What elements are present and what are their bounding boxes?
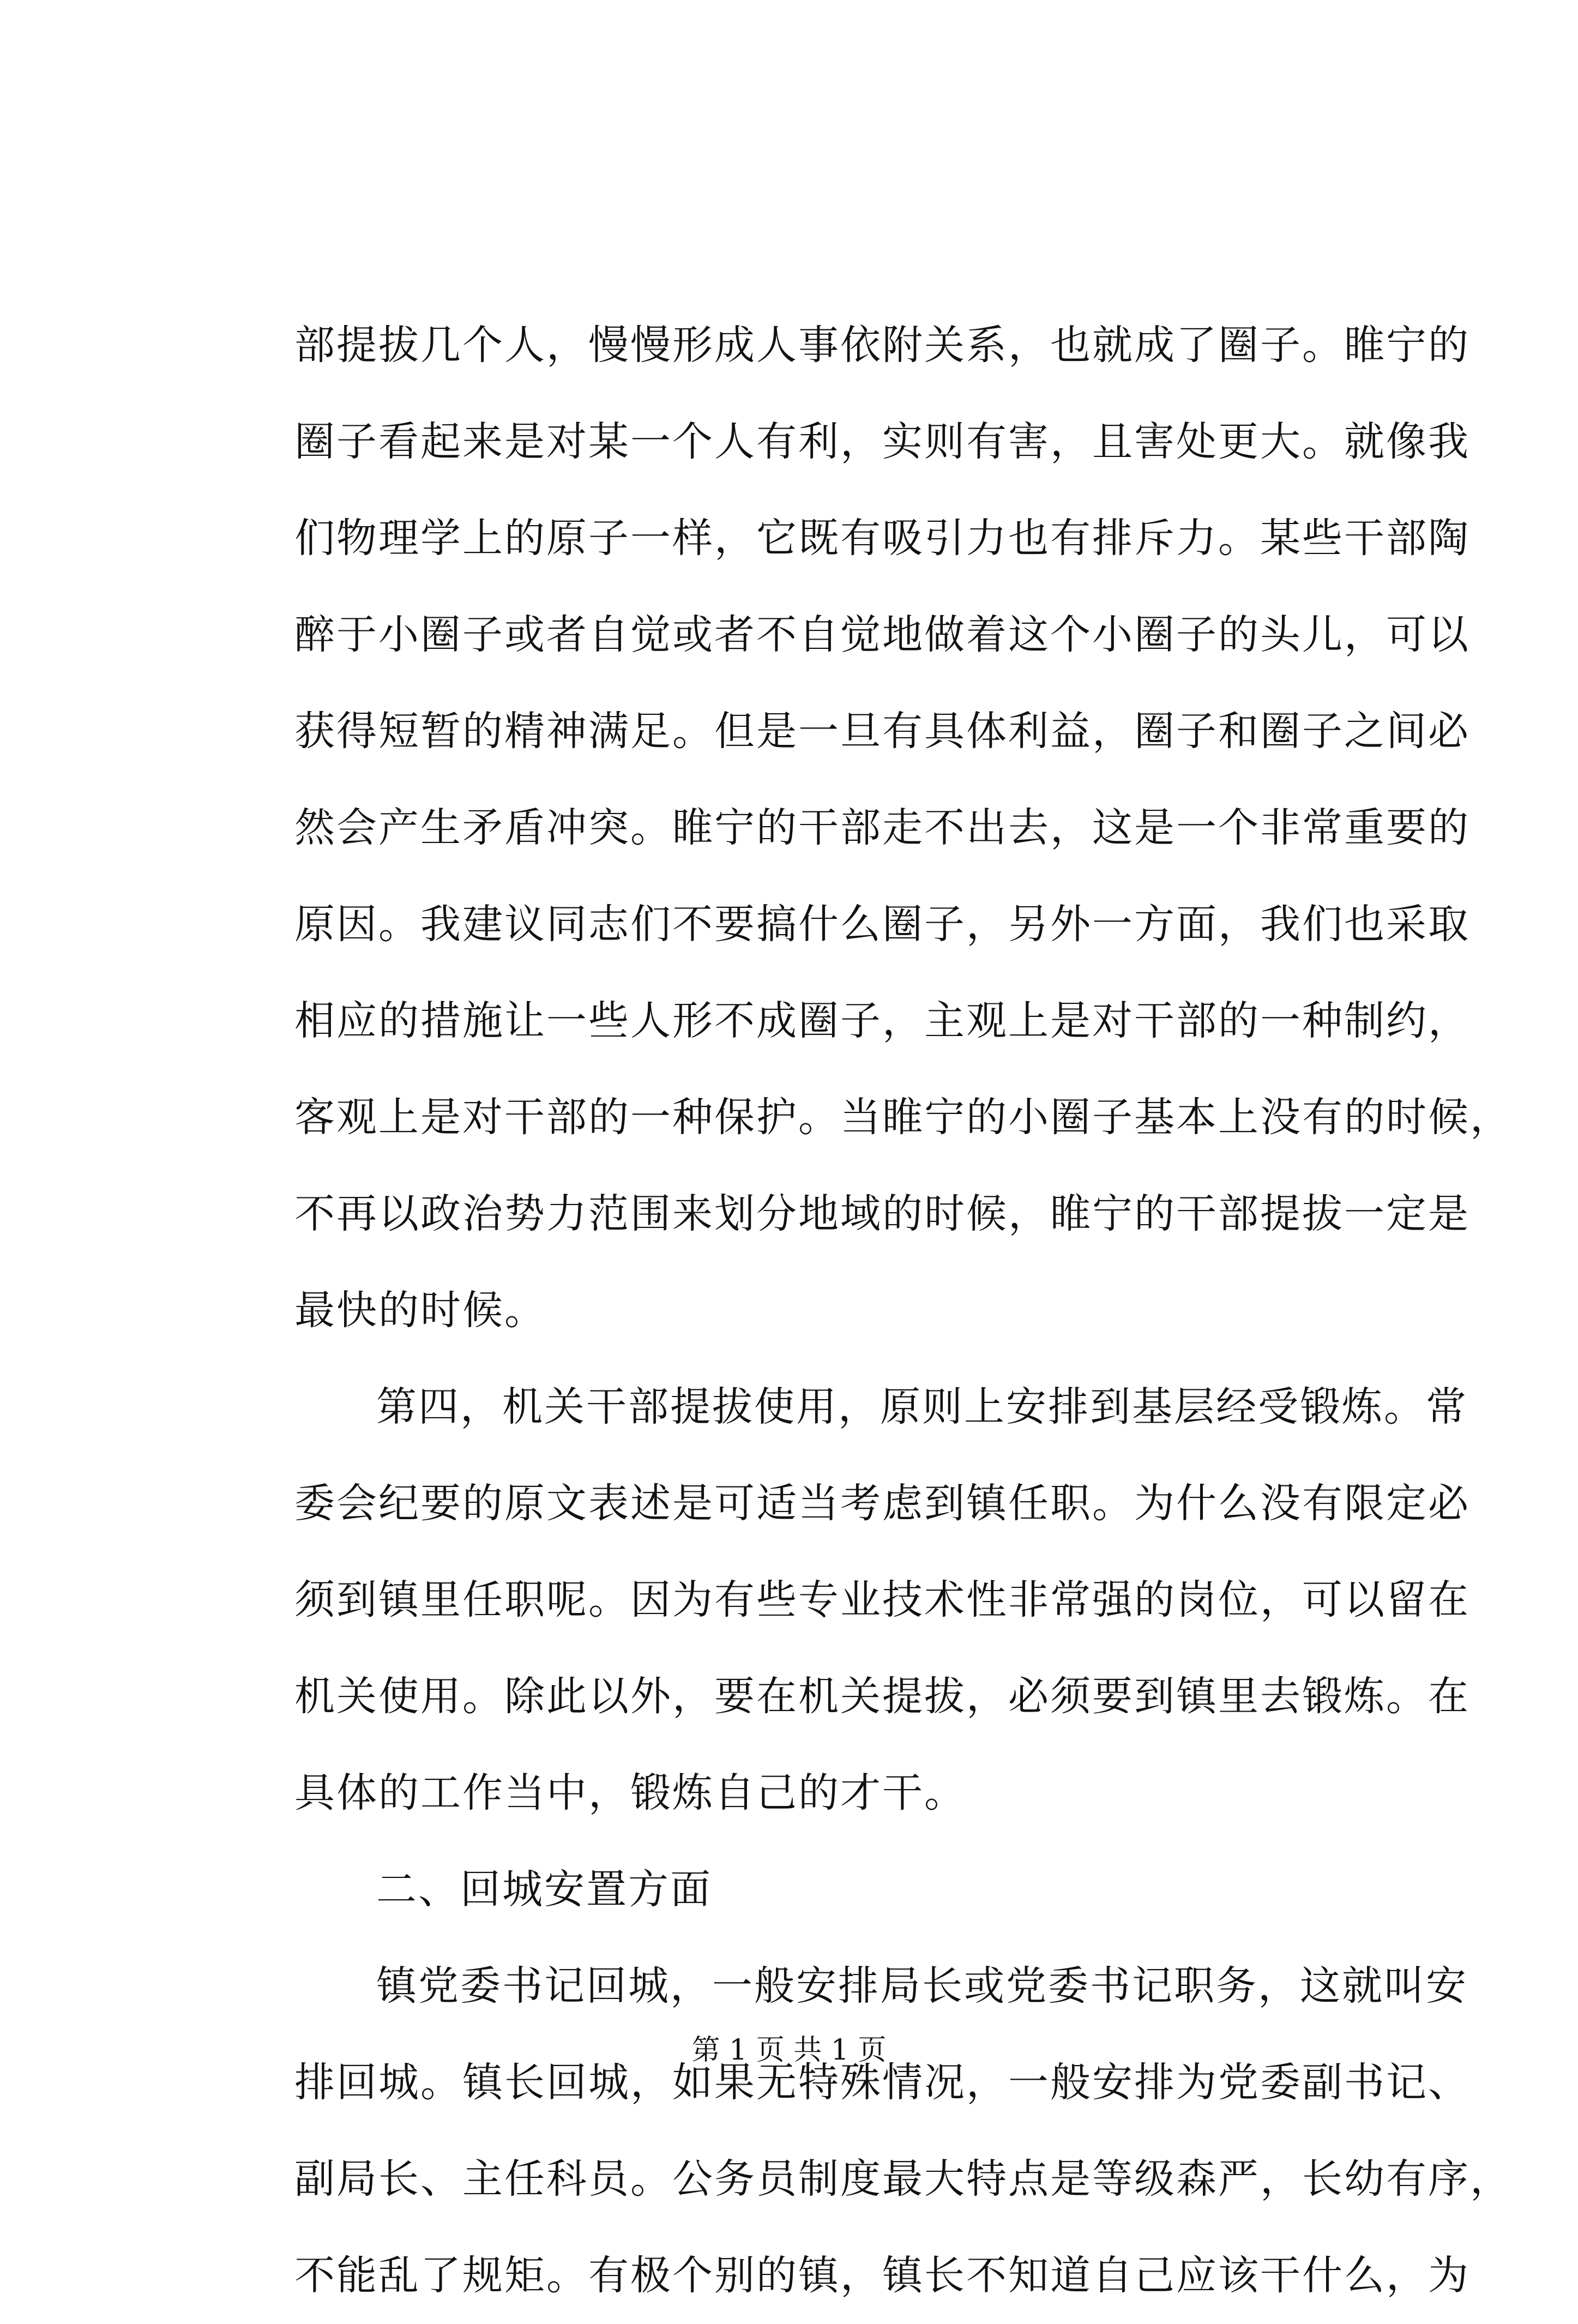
text-line: 不再以政治势力范围来划分地域的时候，睢宁的干部提拔一定是 [294,1190,1470,1237]
text-line: 部提拔几个人，慢慢形成人事依附关系，也就成了圈子。睢宁的 [294,322,1470,369]
text-line: 原因。我建议同志们不要搞什么圈子，另外一方面，我们也采取 [294,901,1470,948]
text-line: 排回城。镇长回城，如果无特殊情况，一般安排为党委副书记、 [294,2059,1470,2106]
text-line: 然会产生矛盾冲突。睢宁的干部走不出去，这是一个非常重要的 [294,804,1470,851]
text-line: 机关使用。除此以外，要在机关提拔，必须要到镇里去锻炼。在 [294,1673,1470,1720]
text-line: 醉于小圈子或者自觉或者不自觉地做着这个小圈子的头儿，可以 [294,611,1470,658]
text-line: 具体的工作当中，锻炼自己的才干。 [294,1769,966,1816]
document-body [294,297,1512,2324]
text-line: 们物理学上的原子一样，它既有吸引力也有排斥力。某些干部陶 [294,515,1470,562]
text-line: 客观上是对干部的一种保护。当睢宁的小圈子基本上没有的时候， [294,1094,1512,1141]
text-line: 第四，机关干部提拔使用，原则上安排到基层经受锻炼。常 [376,1383,1468,1430]
text-line: 须到镇里任职呢。因为有些专业技术性非常强的岗位，可以留在 [294,1576,1470,1623]
text-line: 相应的措施让一些人形不成圈子，主观上是对干部的一种制约， [294,997,1470,1044]
text-line: 副局长、主任科员。公务员制度最大特点是等级森严，长幼有序， [294,2156,1512,2202]
section-heading: 二、回城安置方面 [376,1866,712,1913]
page-number-footer: 第 1 页 共 1 页 [691,2034,887,2067]
text-line: 不能乱了规矩。有极个别的镇，镇长不知道自己应该干什么，为 [294,2252,1470,2299]
text-line: 镇党委书记回城，一般安排局长或党委书记职务，这就叫安 [376,1962,1468,2009]
text-line: 最快的时候。 [294,1287,546,1334]
text-line: 圈子看起来是对某一个人有利，实则有害，且害处更大。就像我 [294,418,1470,465]
text-line: 委会纪要的原文表述是可适当考虑到镇任职。为什么没有限定必 [294,1480,1470,1527]
text-line: 获得短暂的精神满足。但是一旦有具体利益，圈子和圈子之间必 [294,708,1470,755]
